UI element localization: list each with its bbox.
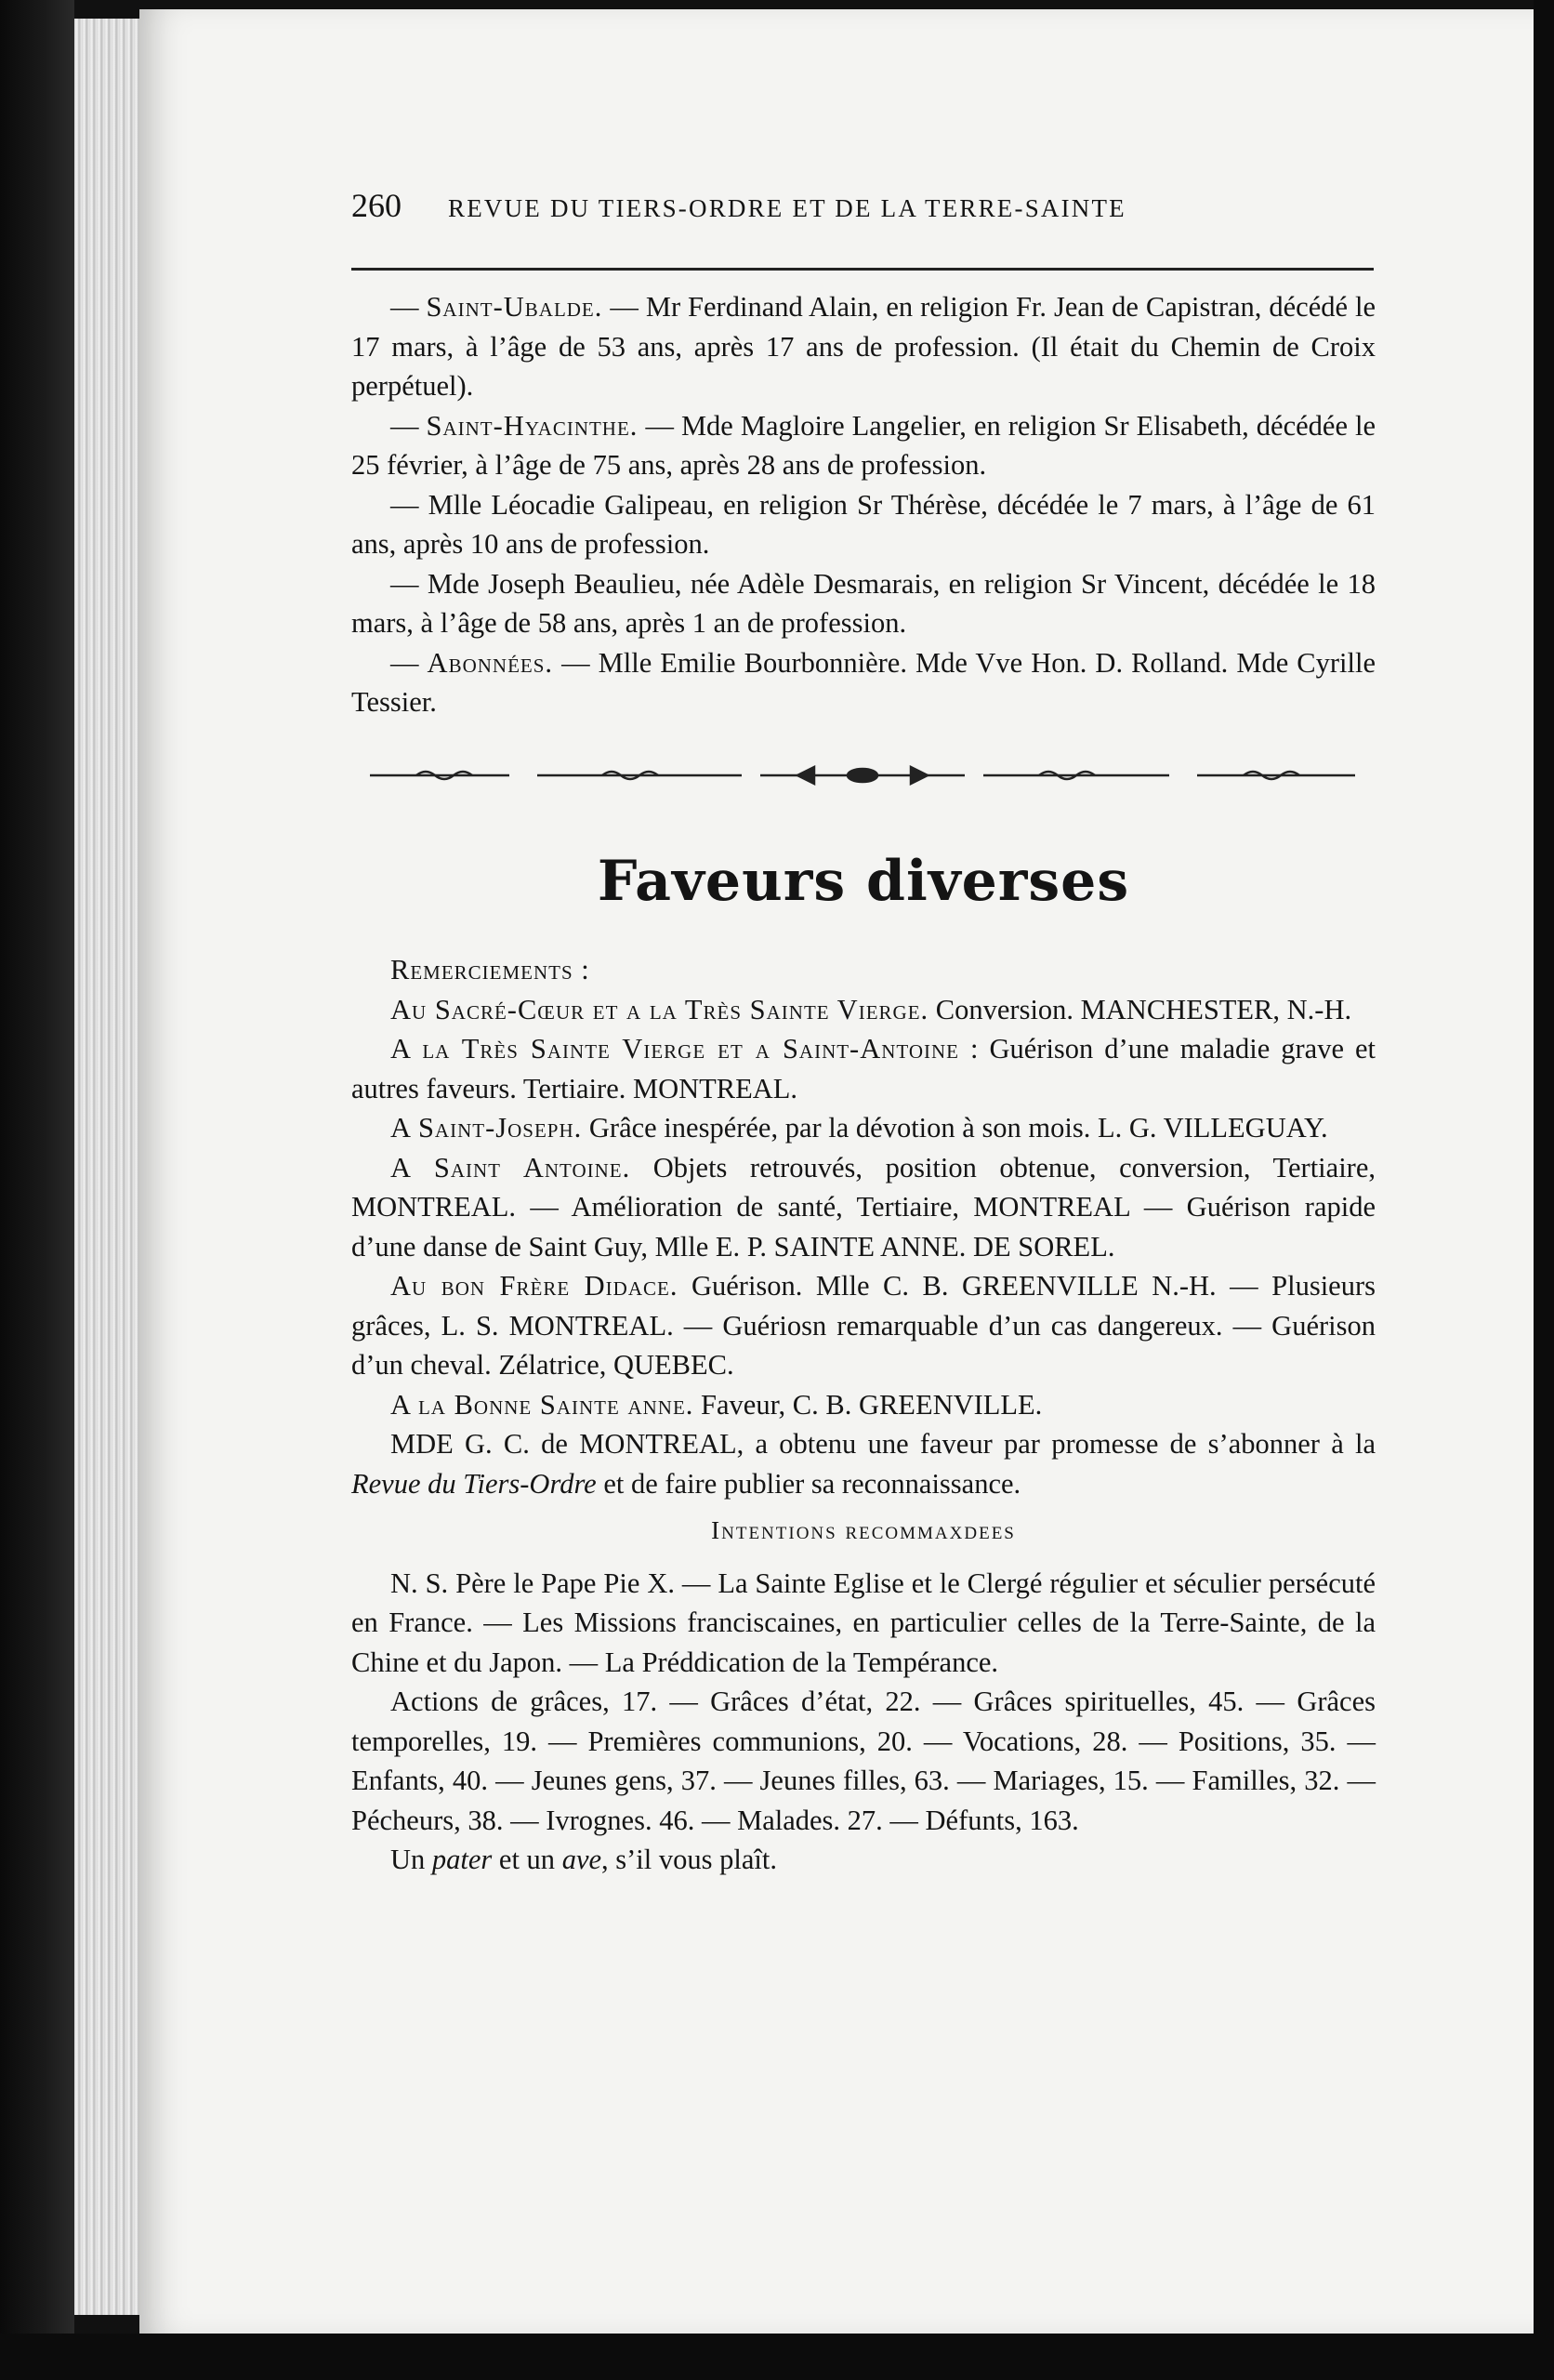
favor-entry: A la Très Sainte Vierge et a Saint-Antoine : Guérison d’une maladie grave et autres faveurs. Tertiaire. MONTREAL.	[351, 1033, 1376, 1104]
obituary-entry: — Saint-Hyacinthe. — Mde Magloire Langelier, en religion Sr Elisabeth, décédée le 25 février, à l’âge de 75 ans, après 28 ans de profession.	[351, 409, 1376, 481]
closing-line: Un pater et un ave, s’il vous plaît.	[390, 1844, 777, 1875]
intentions-counts: Actions de grâces, 17. — Grâces d’état, 22. — Grâces spirituelles, 45. — Grâces temporelles, 19. — Premières communions, 20. — Vocations, 28. — Positions, 35. — Enfants, 40. — Jeunes gens, 37. — Jeunes filles, 63. — Mariages, 15. — Familles, 32. — Pécheurs, 38. — Ivrognes. 46. — Malades. 27. — Défunts, 163.	[351, 1686, 1376, 1836]
favor-lead: A la Bonne Sainte anne.	[390, 1388, 694, 1421]
obituary-entry: — Mlle Léocadie Galipeau, en religion Sr Thérèse, décédée le 7 mars, à l’âge de 61 ans, après 10 ans de profession.	[351, 488, 1376, 560]
header-rule	[351, 268, 1374, 271]
favor-lead: Au bon Frère Didace.	[390, 1270, 678, 1302]
favor-entry: A Saint-Joseph. Grâce inespérée, par la dévotion à son mois. L. G. VILLEGUAY.	[390, 1112, 1328, 1144]
place-name: Saint-Ubalde.	[426, 291, 603, 323]
scan-background-bottom	[0, 2334, 1554, 2380]
thanks-heading: Remerciements :	[390, 954, 590, 985]
journal-title: Revue du Tiers-Ordre	[351, 1467, 597, 1500]
favor-lead: A Saint-Joseph.	[390, 1112, 583, 1144]
intentions-heading: Intentions recommaxdees	[711, 1516, 1016, 1544]
ornamental-divider	[351, 763, 1374, 787]
favor-entry: Au Sacré-Cœur et a la Très Sainte Vierge. Conversion. MANCHESTER, N.-H.	[390, 993, 1352, 1025]
obituary-entry: — Mde Joseph Beaulieu, née Adèle Desmarais, en religion Sr Vincent, décédée le 18 mars, à l’âge de 58 ans, après 1 an de profession.	[351, 567, 1376, 639]
scan-background-left	[0, 0, 74, 2380]
scan-background-right	[1534, 0, 1554, 2380]
place-name: Abonnées.	[427, 646, 554, 679]
favor-entry: A la Bonne Sainte anne. Faveur, C. B. GREENVILLE.	[390, 1388, 1043, 1421]
obituary-entry: — Saint-Ubalde. — Mr Ferdinand Alain, en religion Fr. Jean de Capistran, décédé le 17 mars, à l’âge de 53 ans, après 17 ans de profession. (Il était du Chemin de Croix perpétuel).	[351, 291, 1376, 402]
favor-entry: MDE G. C. de MONTREAL, a obtenu une faveur par promesse de s’abonner à la Revue du Tiers-Ordre et de faire publier sa reconnaissance.	[351, 1428, 1376, 1500]
favor-entry: A Saint Antoine. Objets retrouvés, position obtenue, conversion, Tertiaire, MONTREAL. — Amélioration de santé, Tertiaire, MONTREAL — Guérison rapide d’une danse de Saint Guy, Mlle E. P. SAINTE ANNE. DE SOREL.	[351, 1151, 1376, 1263]
favor-entry: Au bon Frère Didace. Guérison. Mlle C. B. GREENVILLE N.-H. — Plusieurs grâces, L. S. MONTREAL. — Guériosn remarquable d’un cas dangereux. — Guérison d’un cheval. Zélatrice, QUEBEC.	[351, 1270, 1376, 1381]
favor-lead: Au Sacré-Cœur et a la Très Sainte Vierge.	[390, 993, 929, 1025]
page-content	[351, 186, 1376, 1880]
place-name: Saint-Hyacinthe.	[426, 409, 639, 442]
favor-lead: A la Très Sainte Vierge et a Saint-Antoine	[390, 1033, 960, 1064]
intentions-paragraph: N. S. Père le Pape Pie X. — La Sainte Eglise et le Clergé régulier et séculier persécuté en France. — Les Missions franciscaines, en particulier celles de la Terre-Sainte, de la Chine et du Japon. — La Préddication de la Tempérance.	[351, 1567, 1376, 1678]
page-header	[351, 186, 1376, 238]
favor-lead: A Saint Antoine.	[390, 1151, 631, 1183]
page-number: 260	[351, 187, 402, 224]
section-title: Faveurs diverses	[597, 849, 1130, 914]
book-page-edges	[74, 19, 139, 2315]
obituary-entry: — Abonnées. — Mlle Emilie Bourbonnière. Mde Vve Hon. D. Rolland. Mde Cyrille Tessier.	[351, 646, 1376, 718]
running-title: REVUE DU TIERS-ORDRE ET DE LA TERRE-SAINTE	[448, 194, 1126, 222]
